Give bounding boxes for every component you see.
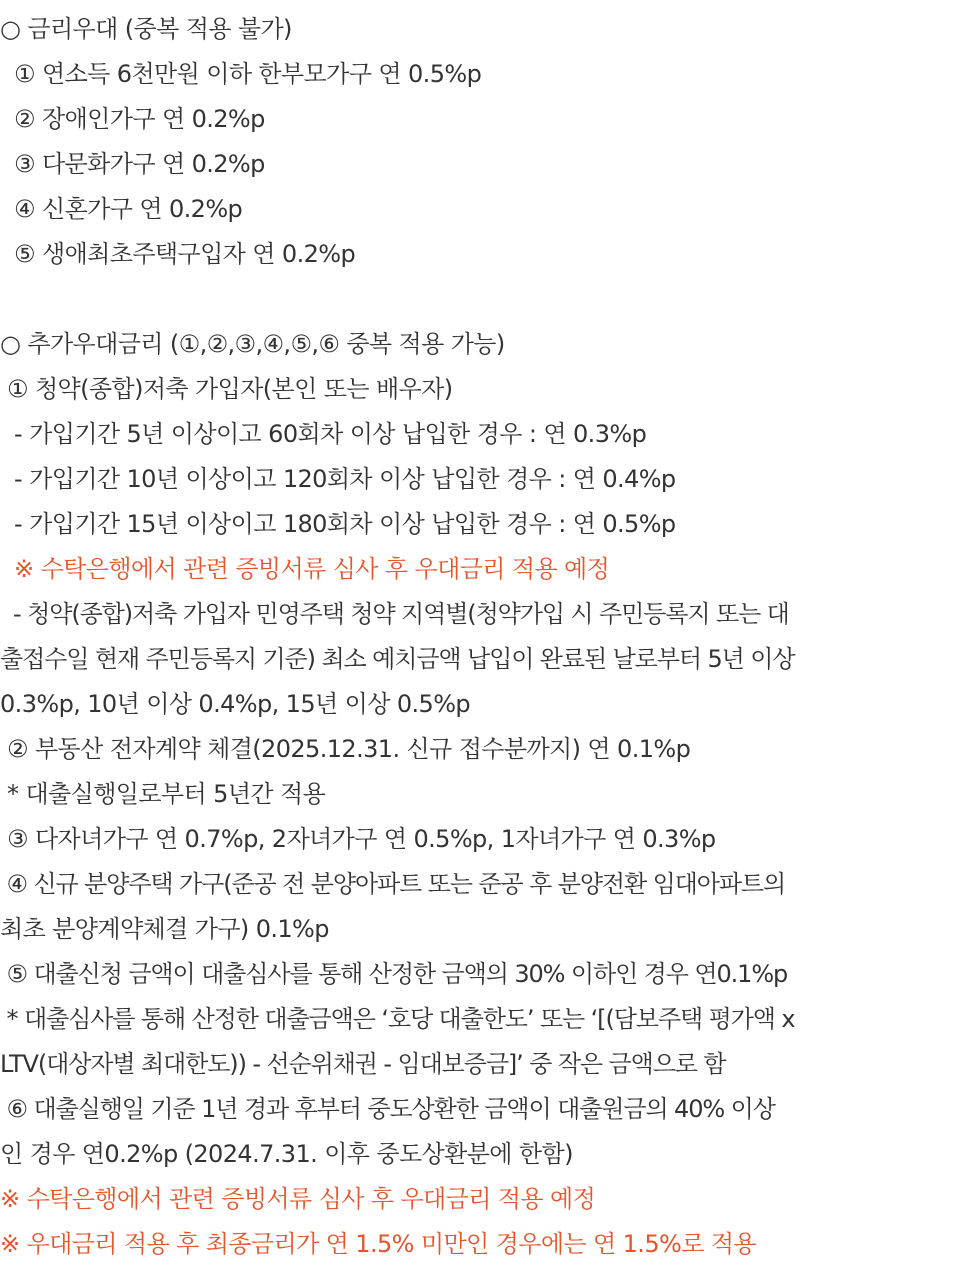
notice-review: ※ 수탁은행에서 관련 증빙서류 심사 후 우대금리 적용 예정 [0, 1185, 596, 1213]
notice-review: ※ 수탁은행에서 관련 증빙서류 심사 후 우대금리 적용 예정 [0, 555, 610, 583]
additional-discount-title: ○ 추가우대금리 (①,②,③,④,⑤,⑥ 중복 적용 가능) [0, 330, 505, 358]
loan-amount-item: ⑤ 대출신청 금액이 대출심사를 통해 산정한 금액의 30% 이하인 경우 연0.1%p [0, 960, 788, 988]
e-contract-note: * 대출실행일로부터 5년간 적용 [0, 780, 326, 808]
prepayment-item: ⑥ 대출실행일 기준 1년 경과 후부터 중도상환한 금액이 대출원금의 40% 이상 [0, 1095, 775, 1123]
new-sale-housing-item: 최초 분양계약체결 가구) 0.1%p [0, 915, 329, 943]
document-body [0, 7, 964, 1267]
rate-discount-title: ○ 금리우대 (중복 적용 불가) [0, 15, 292, 43]
spacer [0, 277, 964, 322]
subscription-period-15y: - 가입기간 15년 이상이고 180회차 이상 납입한 경우 : 연 0.5%p [0, 510, 676, 538]
rate-discount-item: ④ 신혼가구 연 0.2%p [0, 195, 243, 223]
e-contract-item: ② 부동산 전자계약 체결(2025.12.31. 신규 접수분까지) 연 0.1%p [0, 735, 691, 763]
notice-minimum-rate: ※ 우대금리 적용 후 최종금리가 연 1.5% 미만인 경우에는 연 1.5%로 적용 [0, 1230, 756, 1258]
subscription-savings-item: ① 청약(종합)저축 가입자(본인 또는 배우자) [0, 375, 453, 403]
multi-child-item: ③ 다자녀가구 연 0.7%p, 2자녀가구 연 0.5%p, 1자녀가구 연 0.3%p [0, 825, 716, 853]
subscription-deposit-text: 출접수일 현재 주민등록지 기준) 최소 예치금액 납입이 완료된 날로부터 5년 이상 [0, 645, 795, 673]
subscription-period-10y: - 가입기간 10년 이상이고 120회차 이상 납입한 경우 : 연 0.4%p [0, 465, 676, 493]
loan-amount-note: LTV(대상자별 최대한도)) - 선순위채권 - 임대보증금]’ 중 작은 금액으로 함 [0, 1050, 726, 1078]
new-sale-housing-item: ④ 신규 분양주택 가구(준공 전 분양아파트 또는 준공 후 분양전환 임대아파트의 [0, 870, 786, 898]
subscription-period-5y: - 가입기간 5년 이상이고 60회차 이상 납입한 경우 : 연 0.3%p [0, 420, 647, 448]
subscription-deposit-text: 0.3%p, 10년 이상 0.4%p, 15년 이상 0.5%p [0, 690, 471, 718]
rate-discount-item: ⑤ 생애최초주택구입자 연 0.2%p [0, 240, 356, 268]
loan-amount-note: * 대출심사를 통해 산정한 대출금액은 ‘호당 대출한도’ 또는 ‘[(담보주택 평가액 x [0, 1005, 795, 1033]
subscription-deposit-text: - 청약(종합)저축 가입자 민영주택 청약 지역별(청약가입 시 주민등록지 또는 대 [0, 600, 789, 628]
rate-discount-item: ② 장애인가구 연 0.2%p [0, 105, 265, 133]
prepayment-item: 인 경우 연0.2%p (2024.7.31. 이후 중도상환분에 한함) [0, 1140, 573, 1168]
rate-discount-item: ③ 다문화가구 연 0.2%p [0, 150, 265, 178]
rate-discount-item: ① 연소득 6천만원 이하 한부모가구 연 0.5%p [0, 60, 482, 88]
